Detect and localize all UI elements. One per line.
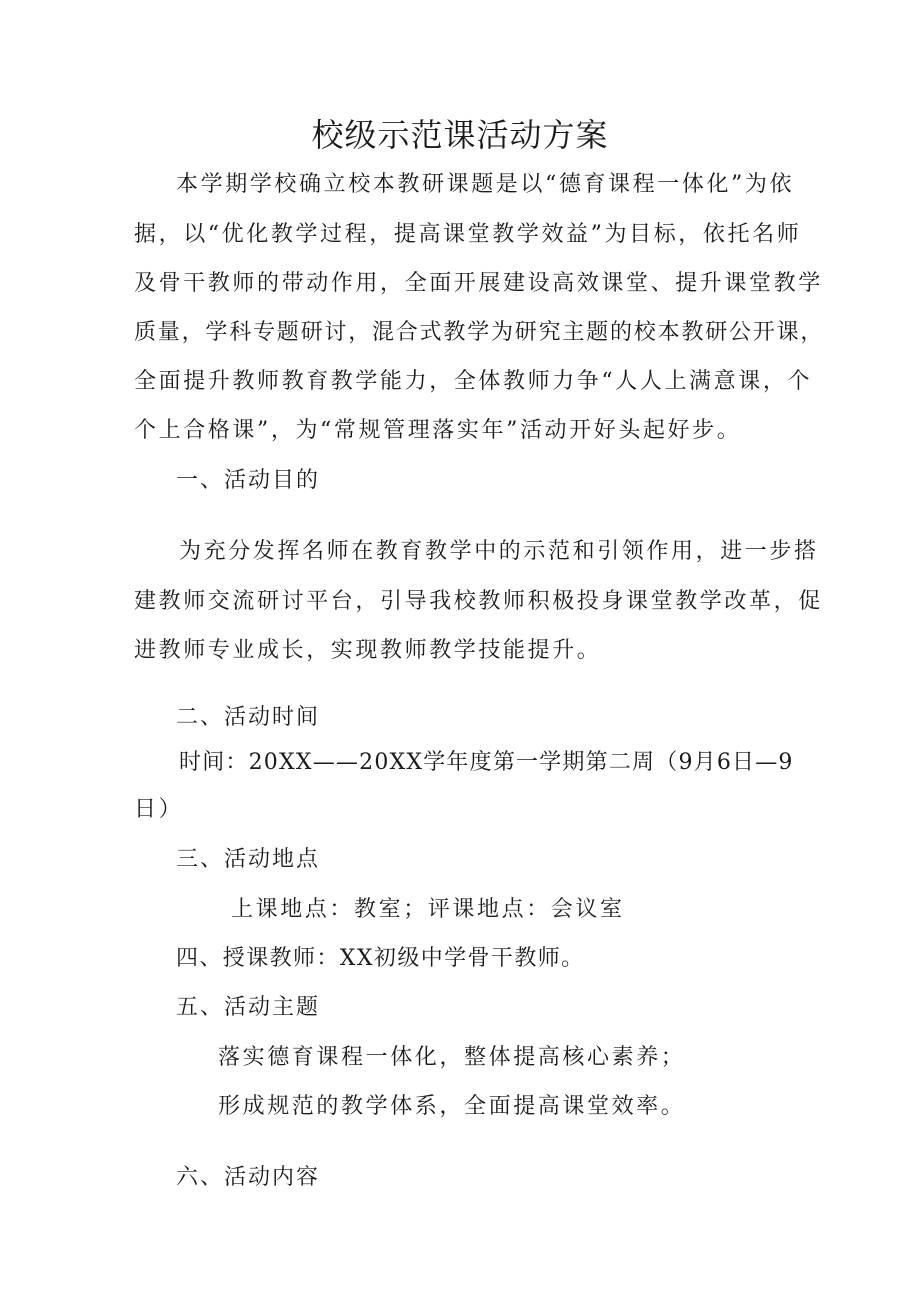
intro-line-5: 全面提升教师教育教学能力，全体教师力争“人人上满意课，个 bbox=[134, 369, 813, 394]
section-1-line-2: 建教师交流研讨平台，引导我校教师积极投身课堂教学改革，促 bbox=[134, 589, 823, 614]
intro-line-3: 及骨干教师的带动作用，全面开展建设高效课堂、提升课堂教学 bbox=[134, 271, 823, 296]
section-2-heading: 二、活动时间 bbox=[176, 705, 321, 730]
intro-line-6: 个上合格课”，为“常规管理落实年”活动开好头起好步。 bbox=[134, 418, 742, 443]
section-1-line-1: 为充分发挥名师在教育教学中的示范和引领作用，进一步搭 bbox=[179, 539, 819, 564]
intro-line-4: 质量，学科专题研讨，混合式教学为研究主题的校本教研公开课， bbox=[134, 320, 825, 345]
section-5-line-1: 落实德育课程一体化，整体提高核心素养； bbox=[218, 1045, 686, 1070]
section-3-line: 上课地点：教室；评课地点：会议室 bbox=[231, 897, 625, 922]
section-2-line-2: 日） bbox=[134, 797, 184, 822]
section-4-heading: 四、授课教师：XX初级中学骨干教师。 bbox=[176, 946, 585, 971]
section-2-line-1: 时间：20XX——20XX学年度第一学期第二周（9月6日—9 bbox=[179, 750, 794, 775]
section-1-line-3: 进教师专业成长，实现教师教学技能提升。 bbox=[134, 638, 602, 663]
document-title: 校级示范课活动方案 bbox=[311, 116, 609, 154]
section-1-heading: 一、活动目的 bbox=[176, 468, 321, 493]
section-5-heading: 五、活动主题 bbox=[176, 995, 321, 1020]
intro-line-1: 本学期学校确立校本教研课题是以“德育课程一体化”为依 bbox=[176, 172, 795, 197]
section-3-heading: 三、活动地点 bbox=[176, 847, 321, 872]
section-6-heading: 六、活动内容 bbox=[176, 1165, 321, 1190]
intro-line-2: 据，以“优化教学过程，提高课堂教学效益”为目标，依托名师 bbox=[134, 222, 802, 247]
section-5-line-2: 形成规范的教学体系，全面提高课堂效率。 bbox=[218, 1094, 686, 1119]
